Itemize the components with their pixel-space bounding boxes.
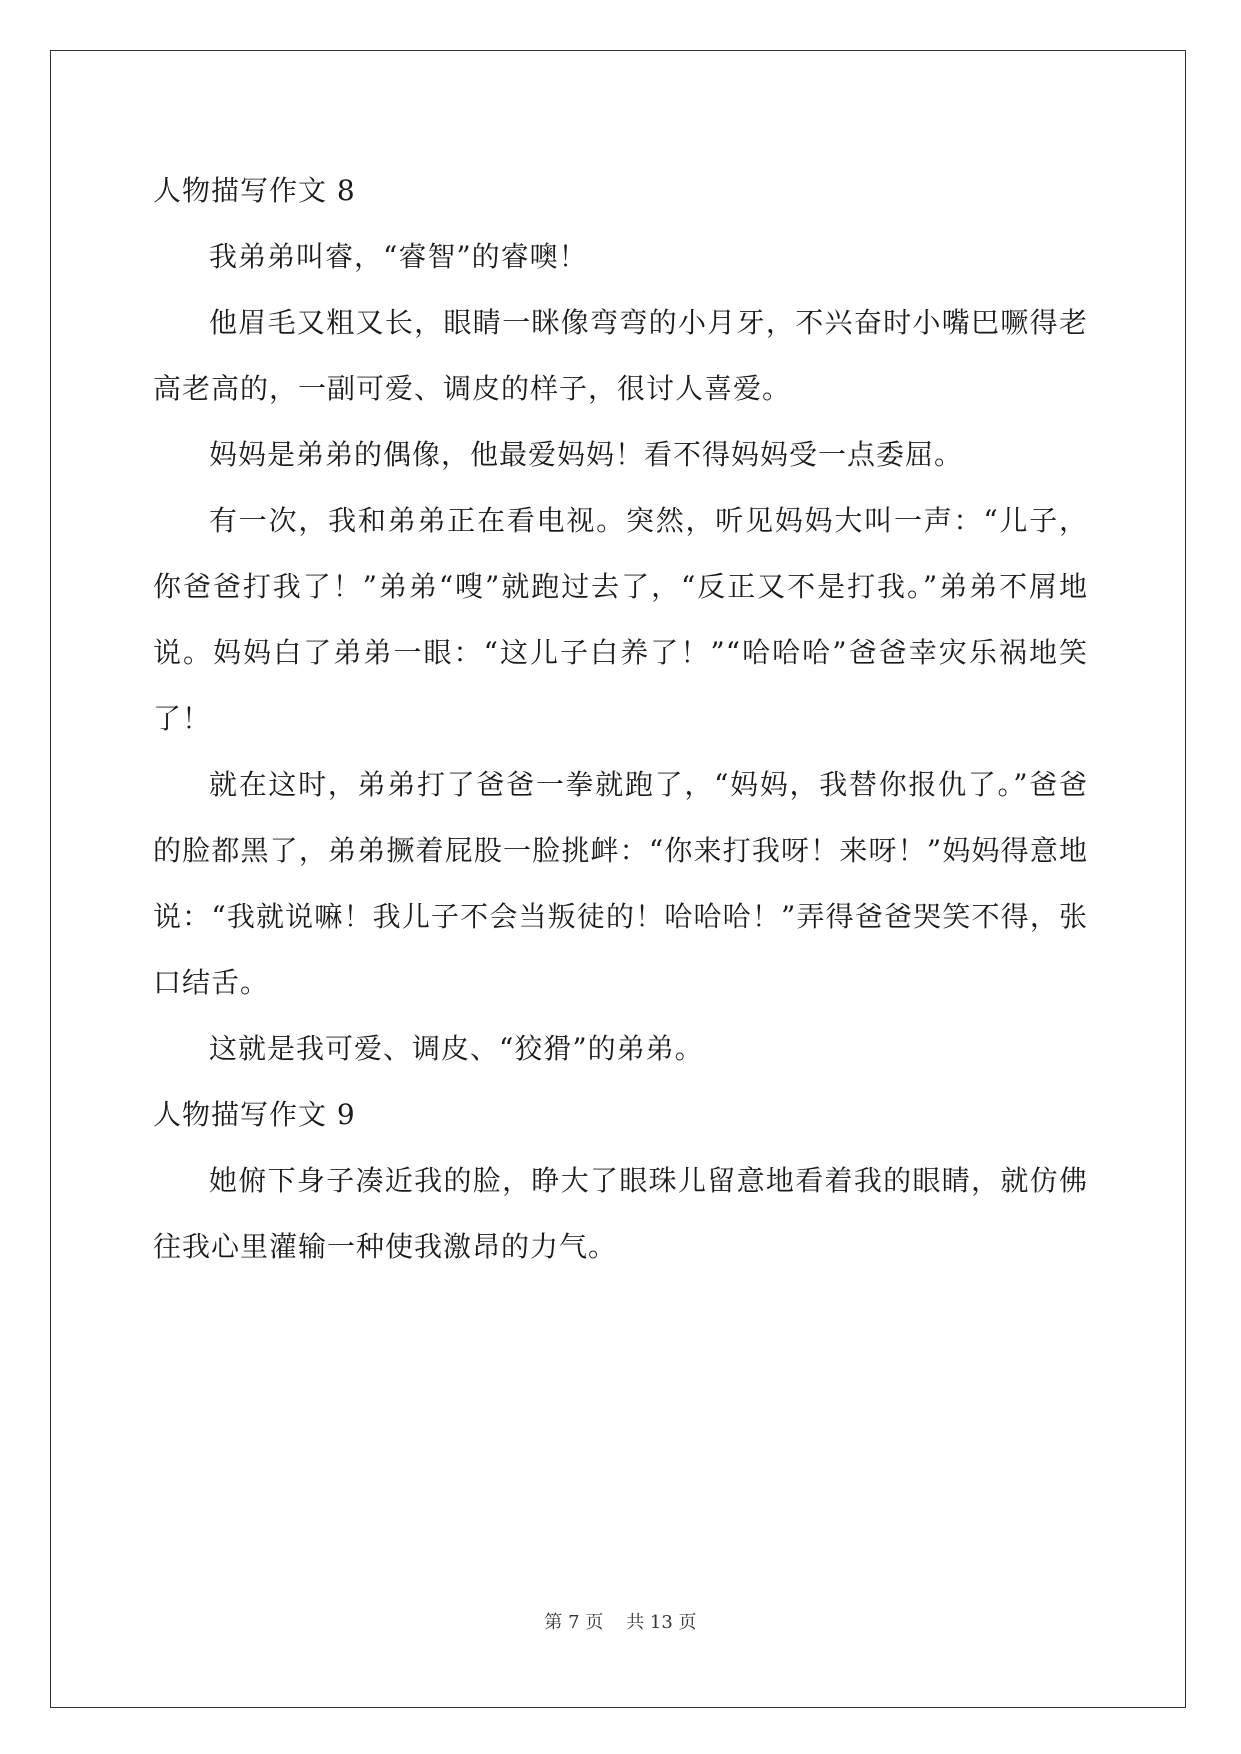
paragraph: 她俯下身子凑近我的脸，睁大了眼珠儿留意地看着我的眼睛，就仿佛往我心里灌输一种使我激昂的力气。 <box>153 1164 1088 1263</box>
page-number: 第 7 页 共 13 页 <box>544 1612 697 1633</box>
section-heading: 人物描写作文 8 <box>153 174 356 207</box>
document-body <box>153 158 1088 1280</box>
paragraph: 我弟弟叫睿，“睿智”的睿噢！ <box>209 240 588 273</box>
paragraph: 这就是我可爱、调皮、“狡猾”的弟弟。 <box>209 1032 704 1065</box>
paragraph: 他眉毛又粗又长，眼睛一眯像弯弯的小月牙，不兴奋时小嘴巴噘得老高老高的，一副可爱、调皮的样子，很讨人喜爱。 <box>153 306 1088 405</box>
paragraph: 就在这时，弟弟打了爸爸一拳就跑了，“妈妈，我替你报仇了。”爸爸的脸都黑了，弟弟撅着屁股一脸挑衅：“你来打我呀！来呀！”妈妈得意地说：“我就说嘛！我儿子不会当叛徒的！哈哈哈！”弄得爸爸哭笑不得，张口结舌。 <box>153 768 1088 999</box>
paragraph: 有一次，我和弟弟正在看电视。突然，听见妈妈大叫一声：“儿子，你爸爸打我了！”弟弟“嗖”就跑过去了，“反正又不是打我。”弟弟不屑地说。妈妈白了弟弟一眼：“这儿子白养了！”“哈哈哈”爸爸幸灾乐祸地笑了！ <box>153 504 1088 735</box>
paragraph: 妈妈是弟弟的偶像，他最爱妈妈！看不得妈妈受一点委屈。 <box>209 438 964 471</box>
section-heading: 人物描写作文 9 <box>153 1098 356 1131</box>
